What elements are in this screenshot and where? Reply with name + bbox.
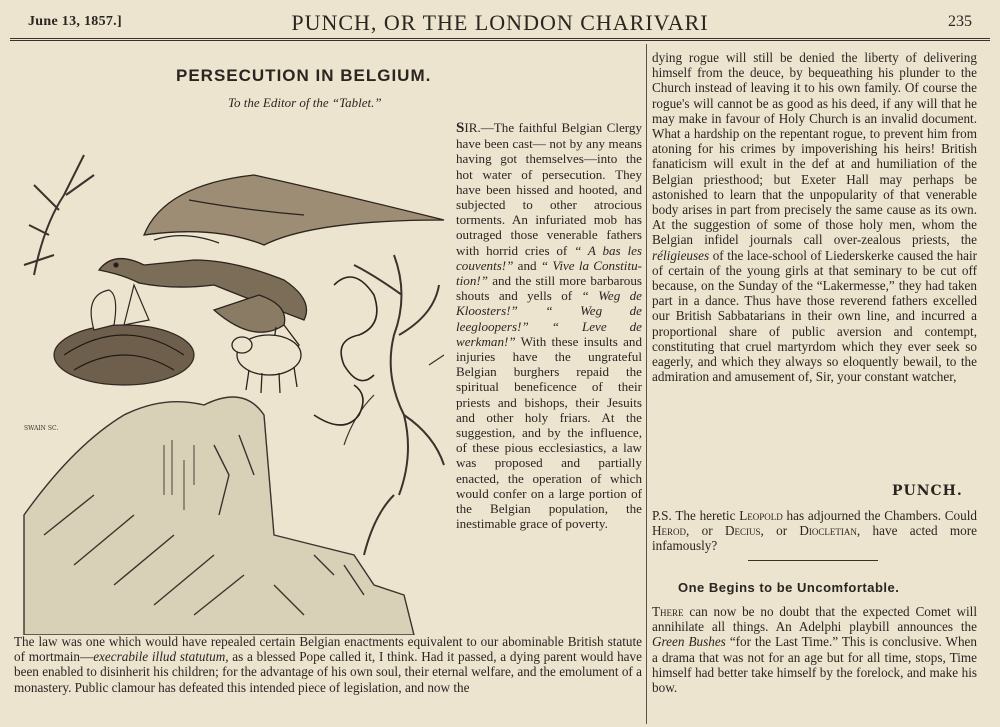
cartoon-illustration [14, 115, 454, 635]
page-header [10, 8, 990, 36]
article-subtitle: To the Editor of the “Tablet.” [228, 95, 382, 110]
postscript: P.S. The heretic Leopold has adjourned the Chambers. Could Herod, or Decius, or Diocletian, have acted more infamously? [652, 508, 978, 554]
artist-signature: SWAIN SC. [24, 425, 59, 432]
masthead-title: PUNCH, OR THE LONDON CHARIVARI [291, 10, 709, 35]
article-body-right-column: dying rogue will still be denied the liberty of delivering himself from the deuce, by bequeathing his plunder to the Church instead of leaving it to his own family. Of course the rogue's will cannot be as good as his deed, if any will that he may make in favour of Holy Church is an invalid document. What a hardship on the repentant rogue, to prevent him from atoning for his crimes by impoverishing his heirs! British fanaticism will exult in the def at and humiliation of the Belgian priesthood; but Exeter Hall may perhaps be astonished to learn that the unpopularity of that venerable body arises in part from precisely the same cause as its own. At the suggestion of some of those holy men, whom the Belgian infidel journals call over-zealous priests, the réligieuses of the lace-school of Liederskerke caused the hair of certain of the young girls at that seminary to be cut off because, on the Sunday of the “Lakermesse,” they had taken part in a dance. Thus have those reverend fathers excelled our British Sabbatarians in their own line, and incurred a proportional share of public aversion and contempt, constituting that cruel martyrdom which they ever seek so eagerly, and which they always so eloquently bewail, to the admiration and amusement of, Sir, your constant watcher, [652, 50, 977, 385]
nest-icon [54, 285, 194, 385]
header-rule [10, 38, 990, 41]
column-divider [646, 44, 647, 724]
rocks-icon [24, 397, 414, 635]
sheep-icon [232, 335, 301, 393]
article-title: PERSECUTION IN BELGIUM. [176, 66, 432, 85]
page-number: 235 [948, 13, 972, 30]
article-body-bottom: The law was one which would have repealed certain Belgian enactments equivalent to our abominable British statute of mortmain—execrabile illud statutum, as a blessed Pope called it, I think. Had it passed, a dying parent would have been enabled to disinherit his children; for the advantage of his own soul, their eternal welfare, and the emolument of a monastery. Public clamour has defeated this intended piece of legislation, and now the [14, 634, 642, 695]
section-divider [748, 560, 878, 561]
second-article-body: There can now be no doubt that the expected Comet will annihilate all things. An Adelphi playbill announces the Green Bushes “for the Last Time.” This is conclusive. When a drama that was not for an age but for all time, stops, Time himself had better take himself by the forelock, and make his bow. [652, 604, 977, 696]
drop-cap: S [456, 120, 465, 136]
article-body-column: SIR.—The faithful Belgian Clergy have been cast— not by any means having got themselves—into the hot water of persecution. They have been hissed and hooted, and subjected to other atrocious torments. An infuriated mob has outraged those venerable fathers with horrid cries of “ A bas les couvents!” and “ Vive la Constitu-tion!” and the still more barbarous shouts and yells of “ Weg de Kloosters!” “ Weg de leegloopers!” “ Leve de werkman!” With these insults and injuries have the ungrateful Belgian burghers repaid the spiritual beneficence of their priests and bishops, their Jesuits and other holy friars. At the suggestion, and by the influence, of these pious ecclesiastics, a law was proposed and partially enacted, the operation of which would confer on a large portion of the Belgian population, the inestimable grace of poverty. [456, 120, 642, 532]
second-article-title: One Begins to be Uncomfortable. [678, 580, 900, 595]
issue-date: June 13, 1857.] [28, 14, 122, 29]
signature: PUNCH. [892, 483, 963, 499]
